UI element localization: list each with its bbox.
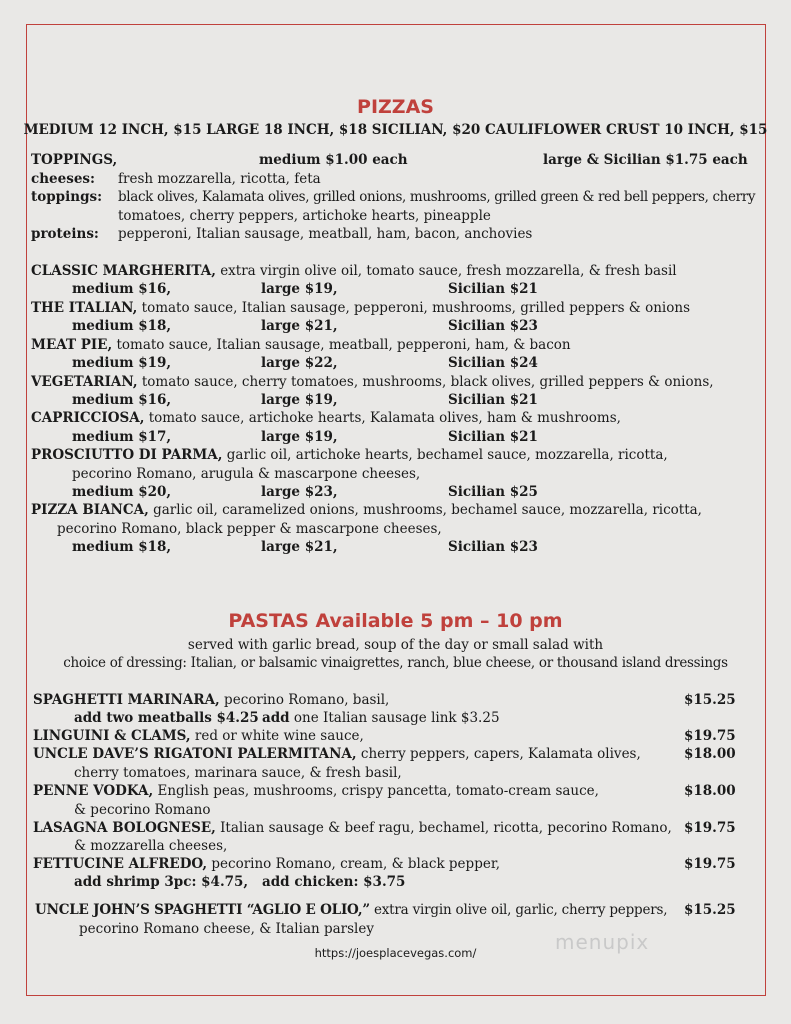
pasta-item-name-desc: UNCLE DAVE’S RIGATONI PALERMITANA, cherry peppers, capers, Kalamata olives,	[33, 746, 641, 762]
price-large: large $23,	[261, 484, 338, 500]
website-url[interactable]: https://joesplacevegas.com/	[314, 946, 477, 960]
pizza-item-name-desc: THE ITALIAN, tomato sauce, Italian sausage, pepperoni, mushrooms, grilled peppers & onions	[31, 300, 691, 316]
pasta-item-name-desc: LASAGNA BOLOGNESE, Italian sausage & beef ragu, bechamel, ricotta, pecorino Romano,	[33, 820, 672, 836]
price-sicilian: Sicilian $23	[448, 318, 538, 334]
toppings-large-price: large & Sicilian $1.75 each	[543, 152, 748, 168]
price-sicilian: Sicilian $21	[448, 281, 538, 297]
pasta-item-desc-line2: pecorino Romano cheese, & Italian parsley	[79, 921, 374, 937]
pasta-item-name-desc: FETTUCINE ALFREDO, pecorino Romano, cream, & black pepper,	[33, 856, 501, 872]
pasta-item-name-desc: LINGUINI & CLAMS, red or white wine sauce,	[33, 728, 364, 744]
price-medium: medium $17,	[72, 429, 172, 445]
pasta-item-desc-line2: cherry tomatoes, marinara sauce, & fresh basil,	[74, 765, 402, 781]
pasta-price: $15.25	[684, 692, 736, 708]
pasta-price: $18.00	[684, 746, 736, 762]
pizza-item-desc-line2: pecorino Romano, arugula & mascarpone cheeses,	[72, 466, 421, 482]
price-large: large $19,	[261, 429, 338, 445]
add-on-shrimp: add shrimp 3pc: $4.75,	[74, 874, 249, 890]
pastas-subtitle-line1: served with garlic bread, soup of the day or small salad with	[187, 637, 604, 653]
proteins-label: proteins:	[31, 226, 99, 242]
price-large: large $19,	[261, 281, 338, 297]
pizza-item-name-desc: VEGETARIAN, tomato sauce, cherry tomatoes, mushrooms, black olives, grilled peppers & onions,	[31, 374, 714, 390]
price-medium: medium $19,	[72, 355, 172, 371]
pizza-item-name-desc: CAPRICCIOSA, tomato sauce, artichoke hearts, Kalamata olives, ham & mushrooms,	[31, 410, 621, 426]
price-sicilian: Sicilian $21	[448, 392, 538, 408]
pizza-item-desc-line2: pecorino Romano, black pepper & mascarpone cheeses,	[57, 521, 442, 537]
pastas-heading: PASTAS Available 5 pm – 10 pm	[228, 610, 563, 632]
pasta-price: $18.00	[684, 783, 736, 799]
price-large: large $19,	[261, 392, 338, 408]
pizza-sizes-line: MEDIUM 12 INCH, $15 LARGE 18 INCH, $18 SICILIAN, $20 CAULIFLOWER CRUST 10 INCH, $15	[23, 122, 768, 138]
price-large: large $21,	[261, 539, 338, 555]
pasta-price: $19.75	[684, 856, 736, 872]
pasta-price: $19.75	[684, 728, 736, 744]
price-medium: medium $18,	[72, 318, 172, 334]
add-on-sausage: add one Italian sausage link $3.25	[262, 710, 500, 726]
price-large: large $22,	[261, 355, 338, 371]
pasta-item-name-desc: PENNE VODKA, English peas, mushrooms, crispy pancetta, tomato-cream sauce,	[33, 783, 599, 799]
pastas-subtitle-line2: choice of dressing: Italian, or balsamic vinaigrettes, ranch, blue cheese, or thousand island dressings	[63, 655, 728, 671]
pizza-item-name-desc: CLASSIC MARGHERITA, extra virgin olive oil, tomato sauce, fresh mozzarella, & fresh basil	[31, 263, 677, 279]
price-sicilian: Sicilian $23	[448, 539, 538, 555]
price-medium: medium $20,	[72, 484, 172, 500]
price-medium: medium $18,	[72, 539, 172, 555]
price-medium: medium $16,	[72, 392, 172, 408]
pasta-item-desc-line2: & pecorino Romano	[74, 802, 211, 818]
price-large: large $21,	[261, 318, 338, 334]
price-sicilian: Sicilian $25	[448, 484, 538, 500]
toppings-list-label: toppings:	[31, 189, 103, 205]
cheeses-label: cheeses:	[31, 171, 95, 187]
pasta-item-name-desc: SPAGHETTI MARINARA, pecorino Romano, basil,	[33, 692, 390, 708]
toppings-label: TOPPINGS,	[31, 152, 118, 168]
toppings-list-line2: tomatoes, cherry peppers, artichoke hearts, pineapple	[118, 208, 491, 224]
pasta-price: $15.25	[684, 902, 736, 918]
pizza-item-name-desc: MEAT PIE, tomato sauce, Italian sausage, meatball, pepperoni, ham, & bacon	[31, 337, 571, 353]
pasta-item-name-desc: UNCLE JOHN’S SPAGHETTI “AGLIO E OLIO,” extra virgin olive oil, garlic, cherry peppers,	[35, 902, 668, 918]
cheeses-list: fresh mozzarella, ricotta, feta	[118, 171, 321, 187]
proteins-list: pepperoni, Italian sausage, meatball, ham, bacon, anchovies	[118, 226, 533, 242]
price-sicilian: Sicilian $21	[448, 429, 538, 445]
price-sicilian: Sicilian $24	[448, 355, 538, 371]
price-medium: medium $16,	[72, 281, 172, 297]
add-on-chicken: add chicken: $3.75	[262, 874, 406, 890]
watermark: menupix	[555, 930, 650, 954]
add-on-meatballs: add two meatballs $4.25	[74, 710, 259, 726]
toppings-list-line1: black olives, Kalamata olives, grilled onions, mushrooms, grilled green & red bell peppers, cherry	[118, 189, 756, 205]
pasta-price: $19.75	[684, 820, 736, 836]
toppings-medium-price: medium $1.00 each	[259, 152, 408, 168]
pizza-item-name-desc: PROSCIUTTO DI PARMA, garlic oil, artichoke hearts, bechamel sauce, mozzarella, ricotta,	[31, 447, 668, 463]
pasta-item-desc-line2: & mozzarella cheeses,	[74, 838, 228, 854]
pizzas-heading: PIZZAS	[357, 96, 434, 118]
pizza-item-name-desc: PIZZA BIANCA, garlic oil, caramelized onions, mushrooms, bechamel sauce, mozzarella, ricotta,	[31, 502, 702, 518]
